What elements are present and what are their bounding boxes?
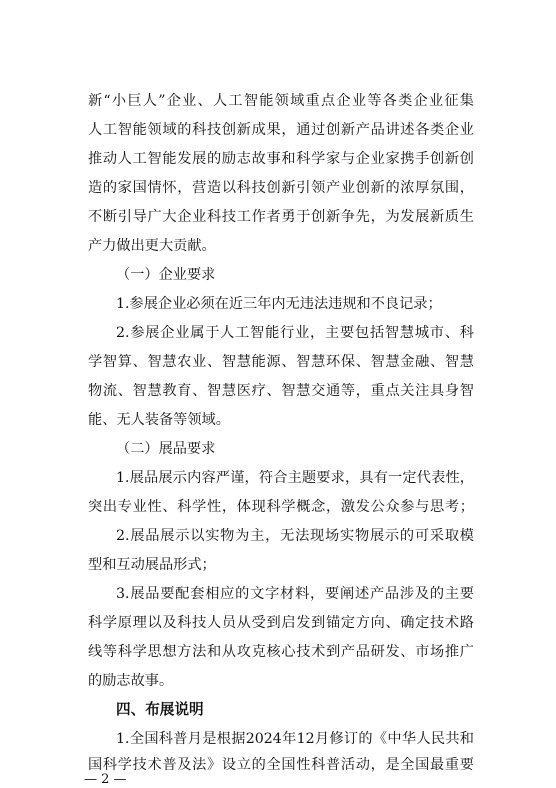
- section-heading-enterprise-requirements: （一）企业要求: [116, 267, 216, 283]
- body-line: 1.展品展示内容严谨，符合主题要求，具有一定代表性，: [116, 470, 474, 486]
- body-line: 不断引导广大企业科技工作者勇于创新争先，为发展新质生: [88, 209, 474, 225]
- body-line: 型和互动展品形式；: [88, 557, 216, 573]
- body-line: 1.全国科普月是根据2024年12月修订的《中华人民共和: [116, 731, 474, 747]
- body-line: 的励志故事。: [88, 673, 174, 689]
- page-number: — 2 —: [84, 772, 127, 787]
- body-line: 造的家国情怀，营造以科技创新引领产业创新的浓厚氛围，: [88, 180, 474, 196]
- section-heading-exhibition-notes: 四、布展说明: [116, 701, 204, 718]
- body-line: 能、无人装备等领域。: [88, 412, 230, 428]
- body-line: 3.展品要配套相应的文字材料，要阐述产品涉及的主要: [116, 586, 474, 602]
- body-line: 线等科学思想方法和从攻克核心技术到产品研发、市场推广: [88, 644, 474, 660]
- body-line: 人工智能领域的科技创新成果，通过创新产品讲述各类企业: [88, 122, 474, 138]
- body-line: 产力做出更大贡献。: [88, 238, 216, 254]
- body-line: 1.参展企业必须在近三年内无违法违规和不良记录；: [116, 296, 442, 312]
- body-line: 2.参展企业属于人工智能行业，主要包括智慧城市、科: [116, 325, 474, 341]
- body-line: 新“小巨人”企业、人工智能领域重点企业等各类企业征集: [88, 93, 474, 109]
- body-line: 2.展品展示以实物为主，无法现场实物展示的可采取模: [116, 528, 474, 544]
- section-heading-exhibit-requirements: （二）展品要求: [116, 441, 216, 457]
- body-line: 突出专业性、科学性，体现科学概念，激发公众参与思考；: [88, 499, 474, 515]
- body-line: 国科学技术普及法》设立的全国性科普活动，是全国最重要: [88, 757, 474, 773]
- body-line: 物流、智慧教育、智慧医疗、智慧交通等，重点关注具身智: [88, 383, 474, 399]
- body-line: 推动人工智能发展的励志故事和科学家与企业家携手创新创: [88, 151, 474, 167]
- body-line: 学智算、智慧农业、智慧能源、智慧环保、智慧金融、智慧: [88, 354, 474, 370]
- body-line: 科学原理以及科技人员从受到启发到锚定方向、确定技术路: [88, 615, 474, 631]
